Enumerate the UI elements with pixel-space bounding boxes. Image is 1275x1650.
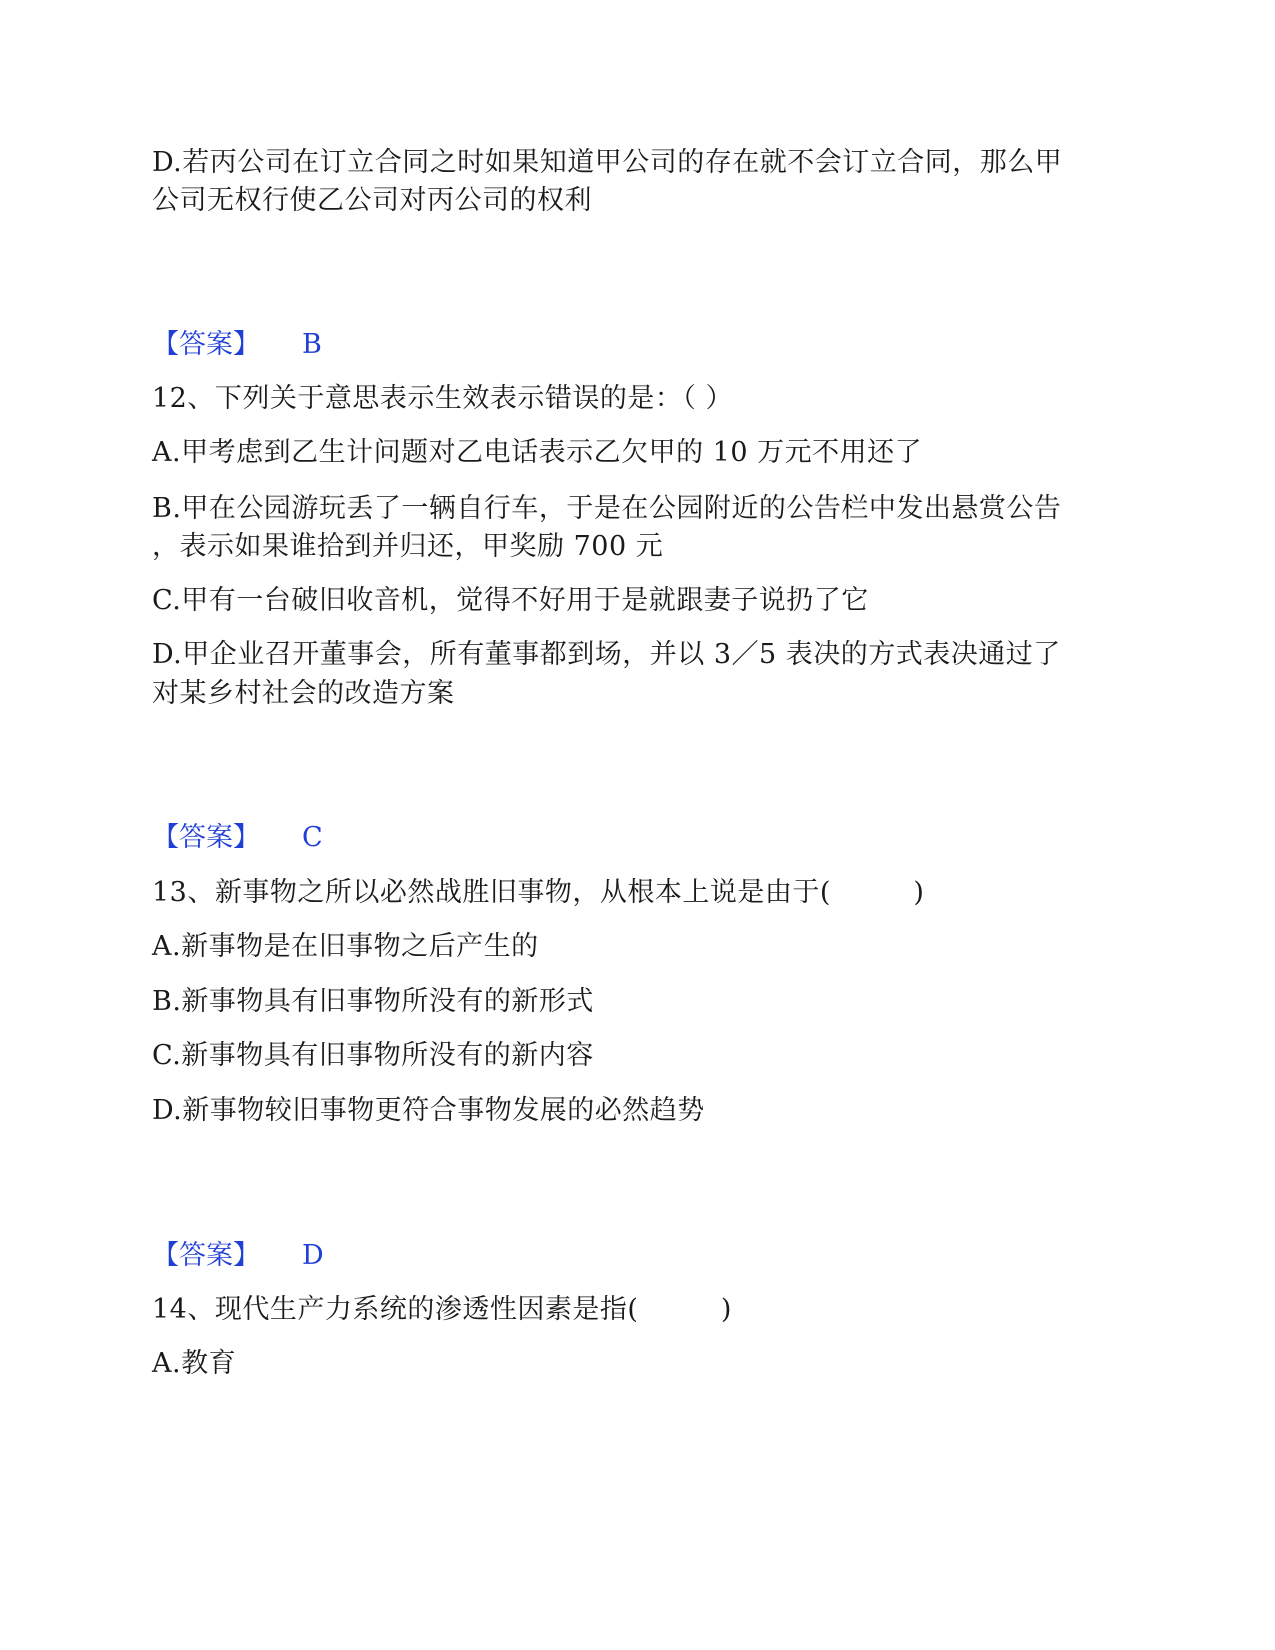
q14-stem: 14、现代生产力系统的渗透性因素是指( )	[152, 1294, 732, 1325]
q13-option-c: C.新事物具有旧事物所没有的新内容	[152, 1040, 594, 1071]
answer-label: 【答案】	[152, 329, 260, 360]
q12-option-b-line2: ，表示如果谁拾到并归还，甲奖励 700 元	[152, 531, 664, 562]
answer-value: B	[302, 329, 322, 360]
q12-option-d-line2: 对某乡村社会的改造方案	[152, 678, 455, 709]
answer-value: C	[302, 822, 323, 853]
answer-row-11	[152, 325, 322, 365]
answer-value: D	[302, 1240, 324, 1271]
answer-row-13	[152, 1236, 324, 1276]
q12-option-d-line1: D.甲企业召开董事会，所有董事都到场，并以 3／5 表决的方式表决通过了	[152, 639, 1061, 670]
answer-label: 【答案】	[152, 822, 260, 853]
q12-option-c: C.甲有一台破旧收音机，觉得不好用于是就跟妻子说扔了它	[152, 585, 869, 616]
q13-option-b: B.新事物具有旧事物所没有的新形式	[152, 986, 594, 1017]
answer-row-12	[152, 818, 323, 858]
q14-option-a: A.教育	[152, 1348, 237, 1379]
q13-option-d: D.新事物较旧事物更符合事物发展的必然趋势	[152, 1095, 705, 1126]
q11-option-d-line1: D.若丙公司在订立合同之时如果知道甲公司的存在就不会订立合同，那么甲	[152, 147, 1063, 178]
answer-label: 【答案】	[152, 1240, 260, 1271]
q12-stem: 12、下列关于意思表示生效表示错误的是：（ ）	[152, 383, 733, 414]
q12-option-b-line1: B.甲在公园游玩丢了一辆自行车，于是在公园附近的公告栏中发出悬赏公告	[152, 493, 1062, 524]
q11-option-d-line2: 公司无权行使乙公司对丙公司的权利	[152, 185, 592, 216]
q13-stem: 13、新事物之所以必然战胜旧事物，从根本上说是由于( )	[152, 877, 925, 908]
q12-option-a: A.甲考虑到乙生计问题对乙电话表示乙欠甲的 10 万元不用还了	[152, 437, 923, 468]
q13-option-a: A.新事物是在旧事物之后产生的	[152, 931, 539, 962]
